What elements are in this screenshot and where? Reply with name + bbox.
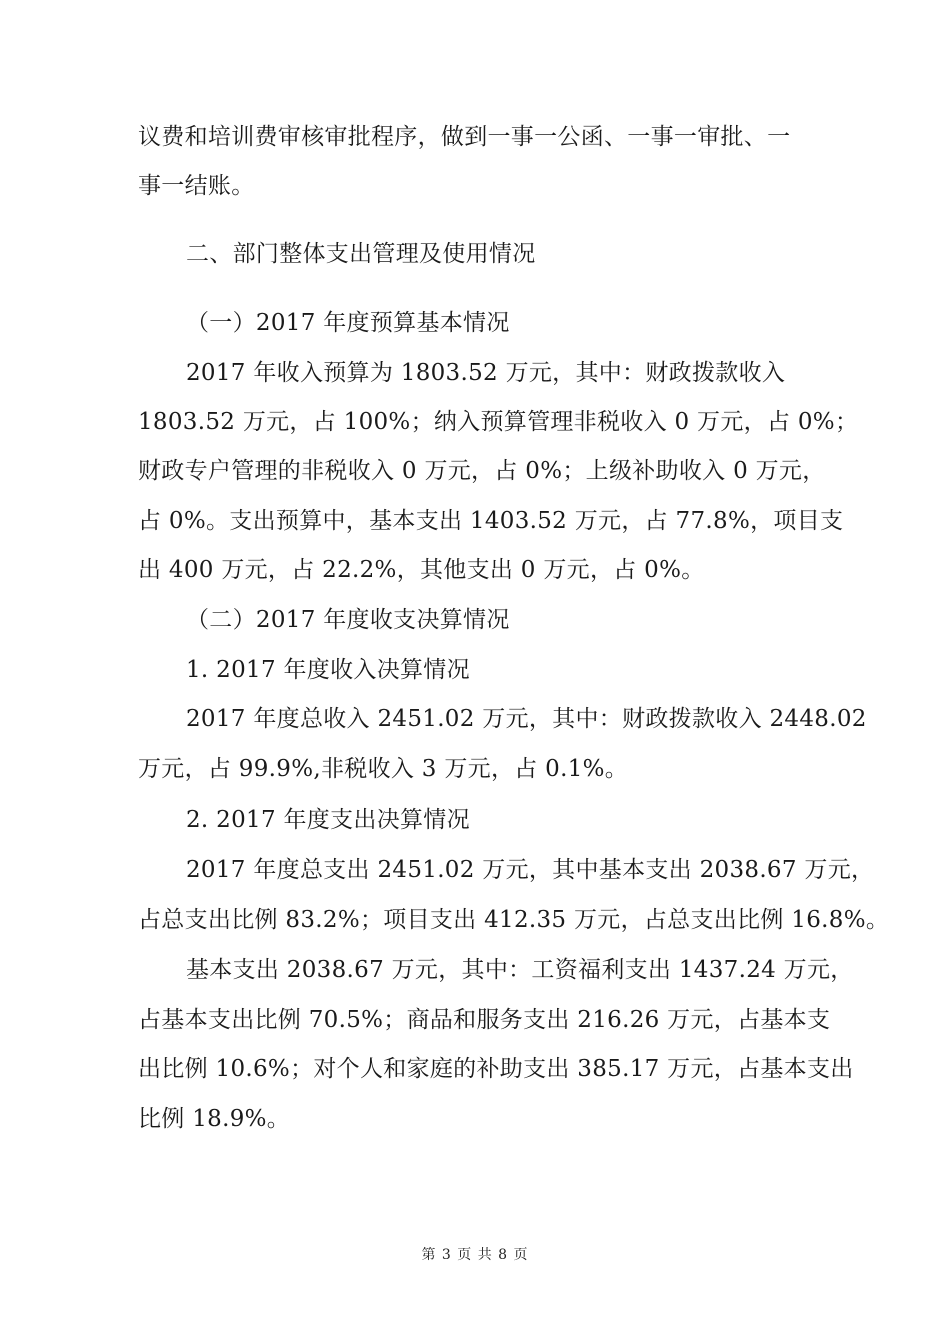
body-line-10: 2017 年度总支出 2451.02 万元，其中基本支出 2038.67 万元，: [186, 857, 875, 883]
body-line-14: 出比例 10.6%；对个人和家庭的补助支出 385.17 万元，占基本支出: [138, 1056, 854, 1082]
body-line-15: 比例 18.9%。: [138, 1106, 291, 1132]
body-line-4: 1803.52 万元，占 100%；纳入预算管理非税收入 0 万元，占 0%；: [138, 409, 859, 435]
item-heading-1: 1. 2017 年度收入决算情况: [186, 657, 470, 683]
body-line-2: 事一结账。: [138, 173, 255, 199]
section-heading: 二、部门整体支出管理及使用情况: [186, 241, 536, 267]
subsection-heading-2: （二）2017 年度收支决算情况: [186, 607, 510, 633]
body-line-12: 基本支出 2038.67 万元，其中：工资福利支出 1437.24 万元，: [186, 957, 854, 983]
body-line-7: 出 400 万元，占 22.2%，其他支出 0 万元，占 0%。: [138, 557, 705, 583]
body-line-6: 占 0%。支出预算中，基本支出 1403.52 万元，占 77.8%，项目支: [138, 508, 844, 534]
subsection-heading-1: （一）2017 年度预算基本情况: [186, 310, 510, 336]
body-line-8: 2017 年度总收入 2451.02 万元，其中：财政拨款收入 2448.02: [186, 706, 867, 732]
body-line-5: 财政专户管理的非税收入 0 万元，占 0%；上级补助收入 0 万元，: [138, 458, 826, 484]
body-line-3: 2017 年收入预算为 1803.52 万元，其中：财政拨款收入: [186, 360, 786, 386]
body-line-11: 占总支出比例 83.2%；项目支出 412.35 万元，占总支出比例 16.8%。: [138, 907, 890, 933]
page-number-footer: 第 3 页 共 8 页: [421, 1247, 529, 1263]
body-line-13: 占基本支出比例 70.5%；商品和服务支出 216.26 万元，占基本支: [138, 1007, 831, 1033]
item-heading-2: 2. 2017 年度支出决算情况: [186, 807, 470, 833]
body-line-9: 万元，占 99.9%,非税收入 3 万元，占 0.1%。: [138, 756, 629, 782]
body-line-1: 议费和培训费审核审批程序，做到一事一公函、一事一审批、一: [138, 124, 791, 150]
